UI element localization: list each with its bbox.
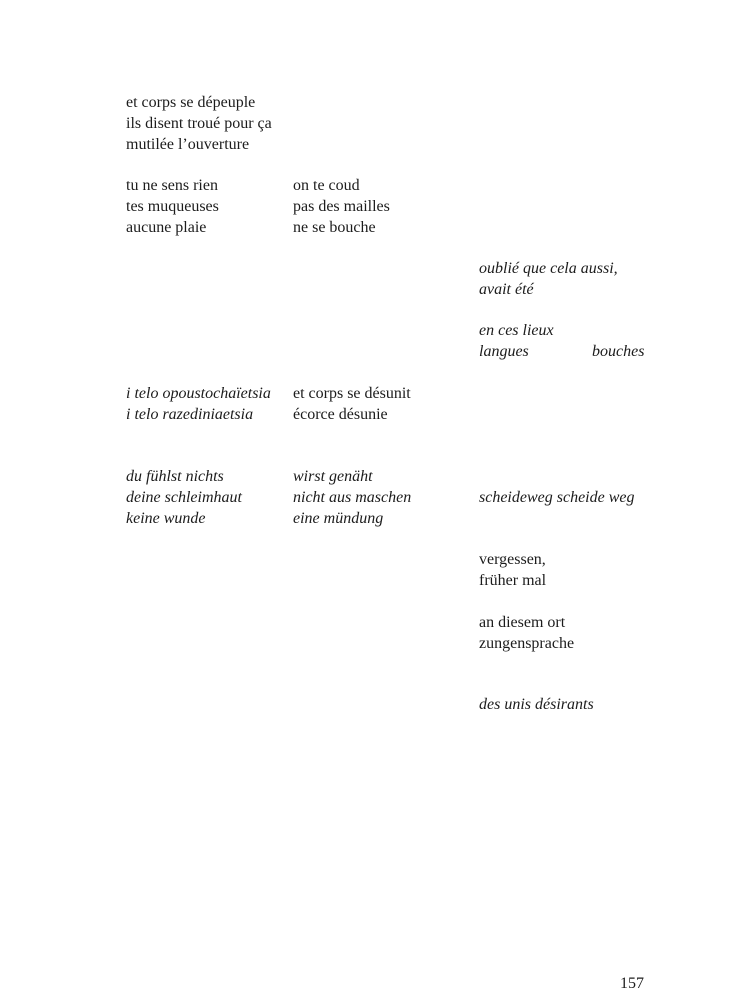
poem-word: langues [479, 343, 529, 360]
poem-line: tu ne sens rien [126, 177, 218, 194]
poem-line: deine schleimhaut [126, 489, 242, 506]
poem-line: aucune plaie [126, 219, 207, 236]
stanza-2-left [126, 175, 219, 238]
poem-line: zungensprache [479, 635, 575, 652]
poem-line: wirst genäht [293, 468, 373, 485]
poem-line: tes muqueuses [126, 198, 219, 215]
poem-line: keine wunde [126, 510, 206, 527]
poem-line: écorce désunie [293, 406, 388, 423]
right-stanza-3 [479, 487, 635, 508]
poem-line: pas des mailles [293, 198, 390, 215]
poem-line: i telo razediniaetsia [126, 406, 254, 423]
poem-line: oublié que cela aussi, [479, 260, 618, 277]
poem-line: scheideweg scheide weg [479, 489, 635, 506]
right-stanza-2 [479, 320, 649, 362]
poem-line: eine mündung [293, 510, 384, 527]
poem-line: nicht aus maschen [293, 489, 412, 506]
stanza-1 [126, 92, 272, 155]
stanza-4-left [126, 466, 242, 529]
page-number: 157 [620, 975, 644, 992]
poem-line: i telo opoustochaïetsia [126, 385, 271, 402]
poem-line: avait été [479, 281, 534, 298]
poem-line-split [479, 341, 649, 362]
right-stanza-5 [479, 612, 574, 654]
poem-line: vergessen, [479, 551, 546, 568]
poem-line: des unis désirants [479, 696, 594, 713]
poem-line: et corps se désunit [293, 385, 411, 402]
poem-line: et corps se dépeuple [126, 94, 256, 111]
poem-line: mutilée l’ouverture [126, 136, 250, 153]
stanza-2-middle [293, 175, 390, 238]
right-stanza-4 [479, 549, 546, 591]
stanza-3-left [126, 383, 271, 425]
poem-line: an diesem ort [479, 614, 566, 631]
poem-line: ils disent troué pour ça [126, 115, 272, 132]
stanza-3-middle [293, 383, 411, 425]
poem-word: bouches [592, 343, 645, 360]
poem-line: en ces lieux [479, 322, 554, 339]
right-stanza-1 [479, 258, 618, 300]
poem-line: du fühlst nichts [126, 468, 224, 485]
poem-line: ne se bouche [293, 219, 376, 236]
poem-line: früher mal [479, 572, 547, 589]
stanza-4-middle [293, 466, 411, 529]
right-stanza-6 [479, 694, 594, 715]
poem-line: on te coud [293, 177, 360, 194]
